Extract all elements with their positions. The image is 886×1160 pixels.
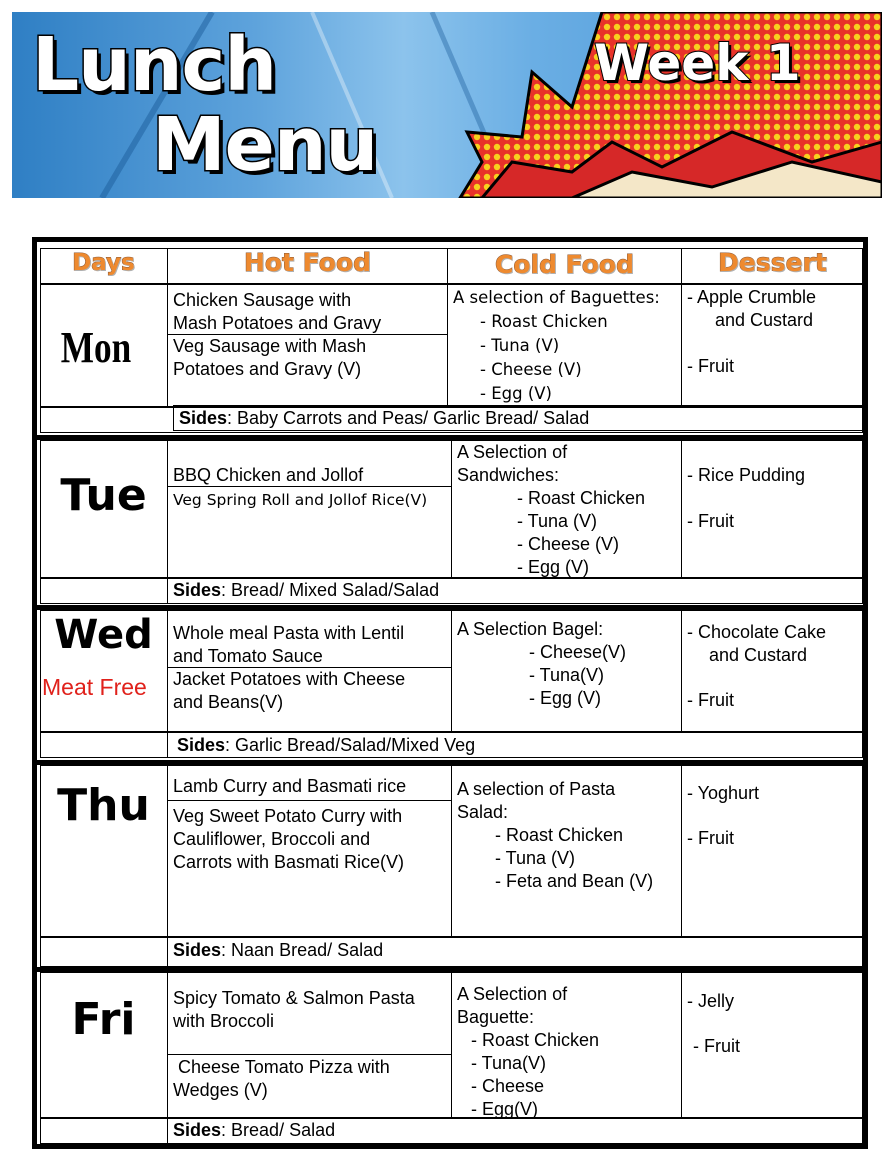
- cold-item: - Tuna(V): [471, 1053, 547, 1073]
- hot-item: and Beans(V): [173, 692, 284, 712]
- sides-label: Sides: [173, 580, 222, 600]
- cold-item: - Cheese: [471, 1076, 545, 1096]
- cold-item: Baguette:: [457, 1007, 535, 1027]
- dessert-item: and Custard: [709, 645, 808, 665]
- hot-item: Cauliflower, Broccoli and: [173, 829, 371, 849]
- hot-item: Veg Sweet Potato Curry with: [173, 806, 403, 826]
- hot-item: Mash Potatoes and Gravy: [173, 313, 382, 333]
- sides-text: : Naan Bread/ Salad: [221, 940, 384, 960]
- banner-week-label: Week 1: [594, 34, 801, 92]
- dessert-item: - Chocolate Cake: [687, 622, 827, 642]
- cold-item: - Tuna (V): [517, 511, 598, 531]
- cold-item: A Selection of: [457, 442, 568, 462]
- cold-item: - Tuna (V): [495, 848, 576, 868]
- cold-item: Sandwiches:: [457, 465, 560, 485]
- sides-tuesday: [173, 580, 439, 601]
- meat-free-label: Meat Free: [42, 674, 147, 700]
- sides-text: : Baby Carrots and Peas/ Garlic Bread/ Salad: [227, 408, 590, 428]
- hot-item: Veg Sausage with Mash: [173, 336, 367, 356]
- hot-item: Potatoes and Gravy (V): [173, 359, 362, 379]
- hot-item: with Broccoli: [173, 1011, 275, 1031]
- cold-item: - Roast Chicken: [517, 488, 646, 508]
- banner-title-menu: Menu: [152, 102, 378, 188]
- hot-item: Wedges (V): [173, 1080, 268, 1100]
- cold-item: A selection of Baguettes:: [453, 288, 660, 307]
- cold-item: - Tuna (V): [480, 336, 560, 355]
- dessert-item: - Fruit: [687, 356, 734, 376]
- sides-friday: [173, 1120, 335, 1141]
- day-friday: Fri: [71, 994, 136, 1045]
- cold-item: - Egg(V): [471, 1099, 539, 1119]
- hot-item: Chicken Sausage with: [173, 290, 352, 310]
- header-cold-food: Cold Food: [494, 250, 634, 279]
- cold-item: - Cheese (V): [480, 360, 582, 379]
- hot-item: Jacket Potatoes with Cheese: [173, 669, 406, 689]
- cold-item: A selection of Pasta: [457, 779, 616, 799]
- sides-text: : Bread/ Mixed Salad/Salad: [221, 580, 440, 600]
- dessert-item: - Fruit: [687, 690, 734, 710]
- sides-label: Sides: [177, 735, 226, 755]
- cold-item: - Feta and Bean (V): [495, 871, 654, 891]
- sides-text: : Garlic Bread/Salad/Mixed Veg: [225, 735, 476, 755]
- cold-item: - Tuna(V): [529, 665, 605, 685]
- dessert-item: - Rice Pudding: [687, 465, 806, 485]
- dessert-item: - Fruit: [687, 828, 734, 848]
- cold-item: - Roast Chicken: [480, 312, 608, 331]
- cold-item: Salad:: [457, 802, 509, 822]
- dessert-item: - Apple Crumble: [687, 287, 817, 307]
- hot-item: Cheese Tomato Pizza with: [178, 1057, 390, 1077]
- hot-item: Lamb Curry and Basmati rice: [173, 776, 407, 796]
- sides-label: Sides: [173, 1120, 222, 1140]
- day-tuesday: Tue: [60, 470, 147, 521]
- banner-title-lunch: Lunch: [32, 22, 277, 108]
- menu-banner: [12, 12, 882, 198]
- menu-table: [32, 237, 868, 1149]
- cold-item: - Cheese (V): [517, 534, 620, 554]
- day-wednesday: Wed: [54, 612, 153, 658]
- sides-thursday: [173, 940, 383, 961]
- cold-item: - Cheese(V): [529, 642, 627, 662]
- day-monday: Mon: [60, 323, 132, 372]
- dessert-item: - Yoghurt: [687, 783, 760, 803]
- cold-item: - Roast Chicken: [495, 825, 624, 845]
- cold-item: - Roast Chicken: [471, 1030, 600, 1050]
- cold-item: - Egg (V): [480, 384, 552, 403]
- cold-item: - Egg (V): [517, 557, 590, 577]
- hot-item: Veg Spring Roll and Jollof Rice(V): [173, 491, 428, 509]
- sides-wednesday: [177, 735, 475, 756]
- sides-label: Sides: [179, 408, 228, 428]
- dessert-item: - Fruit: [687, 511, 734, 531]
- hot-item: Carrots with Basmati Rice(V): [173, 852, 405, 872]
- cold-item: A Selection of: [457, 984, 568, 1004]
- cold-item: A Selection Bagel:: [457, 619, 604, 639]
- header-days: Days: [72, 250, 135, 276]
- header-hot-food: Hot Food: [243, 248, 372, 277]
- sides-monday: [179, 408, 589, 429]
- cold-item: - Egg (V): [529, 688, 602, 708]
- dessert-item: - Fruit: [693, 1036, 740, 1056]
- sides-label: Sides: [173, 940, 222, 960]
- hot-item: and Tomato Sauce: [173, 646, 323, 666]
- sides-text: : Bread/ Salad: [221, 1120, 336, 1140]
- hot-item: Whole meal Pasta with Lentil: [173, 623, 405, 643]
- day-thursday: Thu: [57, 780, 150, 831]
- dessert-item: and Custard: [715, 310, 814, 330]
- hot-item: Spicy Tomato & Salmon Pasta: [173, 988, 415, 1008]
- header-dessert: Dessert: [718, 248, 827, 277]
- dessert-item: - Jelly: [687, 991, 735, 1011]
- hot-item: BBQ Chicken and Jollof: [173, 465, 364, 485]
